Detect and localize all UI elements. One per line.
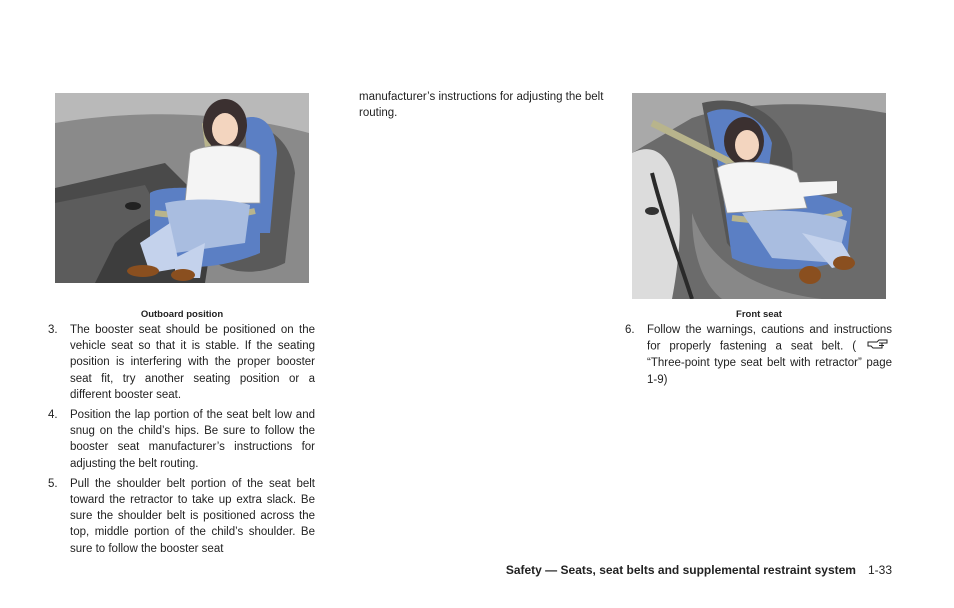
reference-hand-icon bbox=[867, 338, 889, 355]
step-number: 5. bbox=[48, 477, 58, 490]
step-text: Position the lap portion of the seat belt low and snug on the child’s hips. Be sure to follow the booster seat manufacturer’s instructions for adjusting the belt routing. bbox=[70, 409, 315, 470]
step-number: 4. bbox=[48, 409, 58, 422]
list-item bbox=[48, 476, 315, 557]
page-number: 1-33 bbox=[867, 563, 892, 577]
step-number: 6. bbox=[625, 324, 635, 336]
list-item bbox=[625, 322, 892, 388]
continued-step-text: manufacturer’s instructions for adjusting the belt routing. bbox=[359, 91, 604, 120]
figure-caption-front-seat: Front seat bbox=[736, 309, 782, 320]
steps-list-column1 bbox=[48, 322, 315, 561]
steps-list-column3 bbox=[625, 322, 892, 392]
step-text-after: “Three-point type seat belt with retractor” page 1-9) bbox=[647, 357, 892, 386]
step-number: 3. bbox=[48, 324, 58, 336]
front-seat-illustration bbox=[632, 93, 886, 299]
outboard-seat-illustration bbox=[55, 93, 309, 283]
step-text-before: Follow the warnings, cautions and instructions for properly fastening a seat belt. ( bbox=[647, 324, 892, 353]
step-text: Pull the shoulder belt portion of the seat belt toward the retractor to take up extra slack. Be sure the shoulder belt is positioned across the top, middle portion of the child’s shoulder. Be sure to follow the booster seat bbox=[70, 477, 315, 555]
footer-section-title: Safety — Seats, seat belts and supplemental restraint system bbox=[505, 563, 856, 577]
list-item bbox=[48, 407, 315, 472]
figure-outboard-position bbox=[55, 93, 309, 283]
page-footer bbox=[506, 563, 892, 577]
step-text: The booster seat should be positioned on the vehicle seat so that it is stable. If the seating position is interfering with the proper booster seat fit, try another seating position or a different booster seat. bbox=[70, 324, 315, 401]
figure-front-seat bbox=[632, 93, 886, 299]
list-item bbox=[48, 322, 315, 403]
figure-caption-outboard: Outboard position bbox=[140, 309, 224, 320]
